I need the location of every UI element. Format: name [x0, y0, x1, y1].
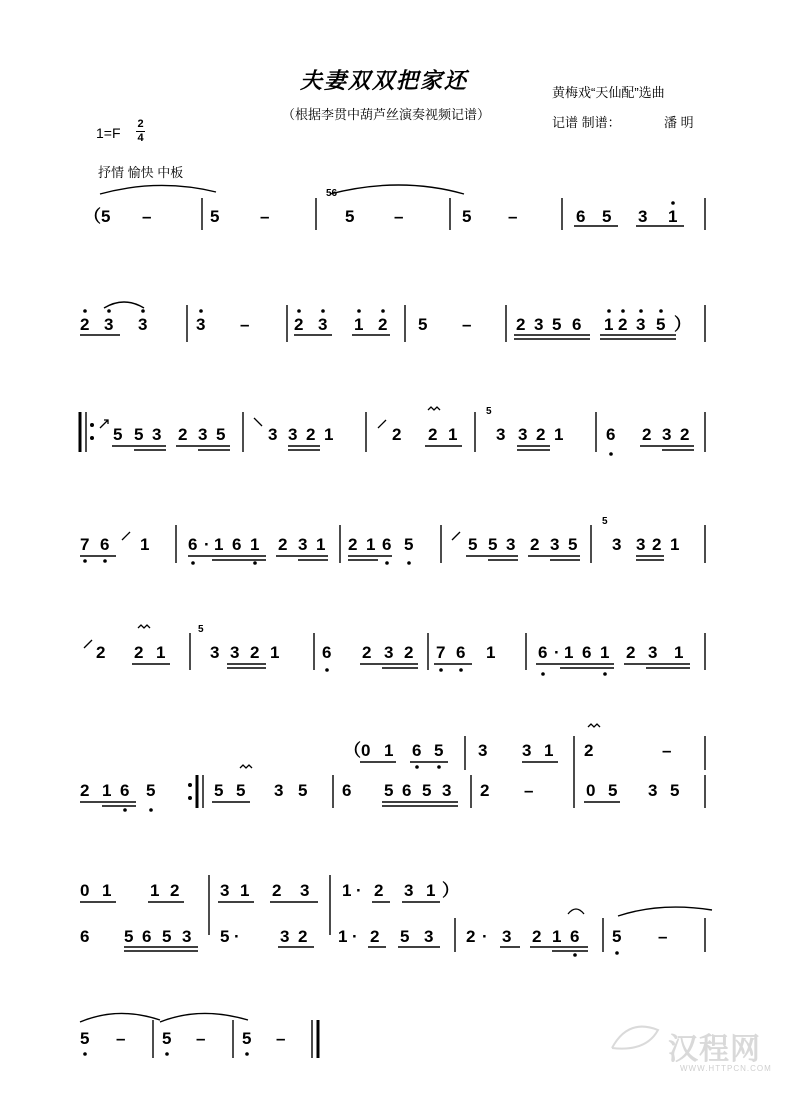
svg-text:5: 5 [602, 516, 608, 527]
svg-text:1: 1 [600, 643, 610, 662]
svg-text:3: 3 [220, 881, 230, 900]
svg-text:6: 6 [456, 643, 466, 662]
svg-text:5: 5 [418, 315, 428, 334]
svg-text:3: 3 [636, 535, 646, 554]
svg-text:2: 2 [618, 315, 628, 334]
svg-text:–: – [508, 207, 518, 226]
svg-text:2: 2 [584, 741, 594, 760]
svg-text:3: 3 [404, 881, 414, 900]
svg-text:2: 2 [536, 425, 546, 444]
svg-text:1: 1 [564, 643, 574, 662]
svg-text:）: ） [442, 881, 459, 900]
svg-text:3: 3 [550, 535, 560, 554]
svg-text:6: 6 [606, 425, 616, 444]
svg-text:3: 3 [518, 425, 528, 444]
svg-text:3: 3 [196, 315, 206, 334]
svg-text:5: 5 [462, 207, 472, 226]
svg-text:2: 2 [170, 881, 180, 900]
svg-text:7: 7 [80, 535, 90, 554]
svg-text:1: 1 [448, 425, 458, 444]
svg-text:5: 5 [162, 927, 172, 946]
svg-text:6: 6 [538, 643, 548, 662]
svg-text:1: 1 [102, 881, 112, 900]
svg-text:5: 5 [214, 781, 224, 800]
svg-text:·: · [352, 927, 358, 946]
svg-text:7: 7 [436, 643, 446, 662]
svg-text:5: 5 [198, 624, 204, 635]
svg-text:6: 6 [232, 535, 242, 554]
svg-text:1: 1 [150, 881, 160, 900]
watermark-url: WWW.HTTPCN.COM [680, 1064, 772, 1073]
svg-text:–: – [260, 207, 270, 226]
svg-text:2: 2 [80, 315, 90, 334]
svg-text:1: 1 [214, 535, 224, 554]
svg-text:·: · [482, 927, 488, 946]
svg-text:3: 3 [318, 315, 328, 334]
svg-text:3: 3 [300, 881, 310, 900]
svg-text:5: 5 [400, 927, 410, 946]
svg-text:2: 2 [480, 781, 490, 800]
svg-text:1: 1 [324, 425, 334, 444]
svg-text:6: 6 [142, 927, 152, 946]
svg-text:–: – [658, 927, 668, 946]
svg-text:–: – [196, 1029, 206, 1048]
svg-text:3: 3 [210, 643, 220, 662]
svg-text:3: 3 [182, 927, 192, 946]
svg-text:3: 3 [612, 535, 622, 554]
svg-text:5: 5 [113, 425, 123, 444]
svg-text:2: 2 [250, 643, 260, 662]
svg-text:2: 2 [516, 315, 526, 334]
svg-text:2: 2 [378, 315, 388, 334]
svg-text:2: 2 [272, 881, 282, 900]
svg-text:1: 1 [604, 315, 614, 334]
svg-text:2: 2 [370, 927, 380, 946]
svg-text:5: 5 [384, 781, 394, 800]
svg-text:3: 3 [298, 535, 308, 554]
svg-text:2: 2 [96, 643, 106, 662]
svg-text:6: 6 [100, 535, 110, 554]
song-title: 夫妻双双把家还 [300, 68, 469, 94]
svg-text:5: 5 [216, 425, 226, 444]
svg-text:3: 3 [662, 425, 672, 444]
svg-text:2: 2 [428, 425, 438, 444]
svg-text:2: 2 [652, 535, 662, 554]
svg-text:2: 2 [348, 535, 358, 554]
svg-text:2: 2 [294, 315, 304, 334]
svg-text:0: 0 [80, 881, 90, 900]
svg-text:–: – [394, 207, 404, 226]
credit-label: 记谱 制谱： [552, 115, 621, 130]
watermark-brand: 汉程网 [668, 1033, 761, 1066]
svg-text:2: 2 [530, 535, 540, 554]
svg-text:5: 5 [468, 535, 478, 554]
svg-text:6: 6 [342, 781, 352, 800]
svg-text:（5: （5 [84, 207, 111, 226]
svg-text:6: 6 [412, 741, 422, 760]
svg-text:5: 5 [298, 781, 308, 800]
svg-text:1: 1 [670, 535, 680, 554]
svg-text:6: 6 [382, 535, 392, 554]
credit-name: 潘 明 [664, 115, 694, 130]
svg-text:6: 6 [576, 207, 586, 226]
svg-text:2: 2 [278, 535, 288, 554]
svg-text:6: 6 [570, 927, 580, 946]
svg-text:1: 1 [240, 881, 250, 900]
svg-text:2: 2 [626, 643, 636, 662]
svg-text:2: 2 [362, 643, 372, 662]
svg-text:5: 5 [242, 1029, 252, 1048]
svg-text:1: 1 [426, 881, 436, 900]
svg-text:3: 3 [442, 781, 452, 800]
svg-text:2: 2 [392, 425, 402, 444]
song-subtitle: （根据李贯中葫芦丝演奏视频记谱） [282, 107, 491, 122]
svg-text:5: 5 [210, 207, 220, 226]
svg-text:1: 1 [102, 781, 112, 800]
key-signature: 1=F [96, 125, 121, 141]
svg-text:5: 5 [602, 207, 612, 226]
svg-text:·: · [554, 643, 560, 662]
svg-text:3: 3 [506, 535, 516, 554]
svg-text:5: 5 [656, 315, 666, 334]
svg-text:–: – [662, 741, 672, 760]
svg-text:5: 5 [434, 741, 444, 760]
svg-text:–: – [142, 207, 152, 226]
svg-text:5: 5 [220, 927, 230, 946]
svg-text:·: · [356, 881, 362, 900]
svg-text:1: 1 [552, 927, 562, 946]
svg-text:2: 2 [134, 643, 144, 662]
svg-text:1: 1 [668, 207, 678, 226]
svg-text:3: 3 [230, 643, 240, 662]
svg-text:3: 3 [648, 643, 658, 662]
svg-text:–: – [276, 1029, 286, 1048]
svg-text:–: – [524, 781, 534, 800]
svg-text:–: – [240, 315, 250, 334]
svg-text:1: 1 [384, 741, 394, 760]
svg-text:6: 6 [80, 927, 90, 946]
svg-text:1: 1 [366, 535, 376, 554]
svg-text:1: 1 [486, 643, 496, 662]
svg-text:5: 5 [146, 781, 156, 800]
svg-text:6: 6 [120, 781, 130, 800]
svg-text:3: 3 [104, 315, 114, 334]
svg-text:1: 1 [140, 535, 150, 554]
svg-text:3: 3 [268, 425, 278, 444]
svg-text:–: – [116, 1029, 126, 1048]
svg-text:5: 5 [236, 781, 246, 800]
svg-text:1: 1 [250, 535, 260, 554]
svg-text:）: ） [674, 315, 691, 334]
time-signature-top: 2 [137, 118, 144, 130]
svg-text:1: 1 [554, 425, 564, 444]
svg-text:5: 5 [80, 1029, 90, 1048]
svg-text:0: 0 [586, 781, 596, 800]
svg-text:5: 5 [568, 535, 578, 554]
svg-text:2: 2 [178, 425, 188, 444]
svg-text:3: 3 [648, 781, 658, 800]
svg-text:5: 5 [124, 927, 134, 946]
svg-text:2: 2 [80, 781, 90, 800]
svg-text:–: – [462, 315, 472, 334]
svg-text:5: 5 [552, 315, 562, 334]
svg-text:2: 2 [404, 643, 414, 662]
time-signature-bottom: 4 [137, 132, 144, 144]
svg-text:·: · [234, 927, 240, 946]
svg-text:3: 3 [288, 425, 298, 444]
svg-text:6: 6 [188, 535, 198, 554]
svg-text:5: 5 [670, 781, 680, 800]
svg-text:5: 5 [345, 207, 355, 226]
svg-text:6: 6 [572, 315, 582, 334]
svg-text:5: 5 [608, 781, 618, 800]
svg-text:5: 5 [404, 535, 414, 554]
svg-text:1: 1 [338, 927, 348, 946]
svg-text:3: 3 [638, 207, 648, 226]
svg-text:6: 6 [402, 781, 412, 800]
svg-text:2: 2 [374, 881, 384, 900]
svg-text:3: 3 [280, 927, 290, 946]
svg-text:2: 2 [306, 425, 316, 444]
svg-text:3: 3 [496, 425, 506, 444]
svg-text:3: 3 [534, 315, 544, 334]
svg-text:5: 5 [486, 406, 492, 417]
tempo-marking: 抒情 愉快 中板 [98, 165, 184, 180]
svg-text:1: 1 [544, 741, 554, 760]
svg-text:3: 3 [152, 425, 162, 444]
svg-text:2: 2 [466, 927, 476, 946]
svg-text:1: 1 [354, 315, 364, 334]
svg-text:3: 3 [636, 315, 646, 334]
svg-text:2: 2 [680, 425, 690, 444]
svg-text:1: 1 [316, 535, 326, 554]
svg-text:5: 5 [488, 535, 498, 554]
svg-text:1: 1 [674, 643, 684, 662]
svg-text:6: 6 [582, 643, 592, 662]
svg-text:3: 3 [522, 741, 532, 760]
song-source: 黄梅戏“天仙配”选曲 [552, 85, 665, 100]
svg-text:1: 1 [342, 881, 352, 900]
svg-text:·: · [204, 535, 210, 554]
svg-text:（0: （0 [344, 741, 371, 760]
svg-text:2: 2 [642, 425, 652, 444]
svg-text:5: 5 [612, 927, 622, 946]
svg-text:5: 5 [422, 781, 432, 800]
svg-text:3: 3 [384, 643, 394, 662]
svg-text:3: 3 [198, 425, 208, 444]
svg-text:1: 1 [156, 643, 166, 662]
svg-text:3: 3 [502, 927, 512, 946]
svg-text:5: 5 [134, 425, 144, 444]
svg-text:3: 3 [424, 927, 434, 946]
svg-text:6: 6 [322, 643, 332, 662]
svg-text:2: 2 [532, 927, 542, 946]
svg-text:5: 5 [162, 1029, 172, 1048]
svg-text:3: 3 [478, 741, 488, 760]
svg-text:1: 1 [270, 643, 280, 662]
svg-text:3: 3 [138, 315, 148, 334]
svg-text:56: 56 [326, 188, 338, 199]
svg-text:2: 2 [298, 927, 308, 946]
svg-text:3: 3 [274, 781, 284, 800]
